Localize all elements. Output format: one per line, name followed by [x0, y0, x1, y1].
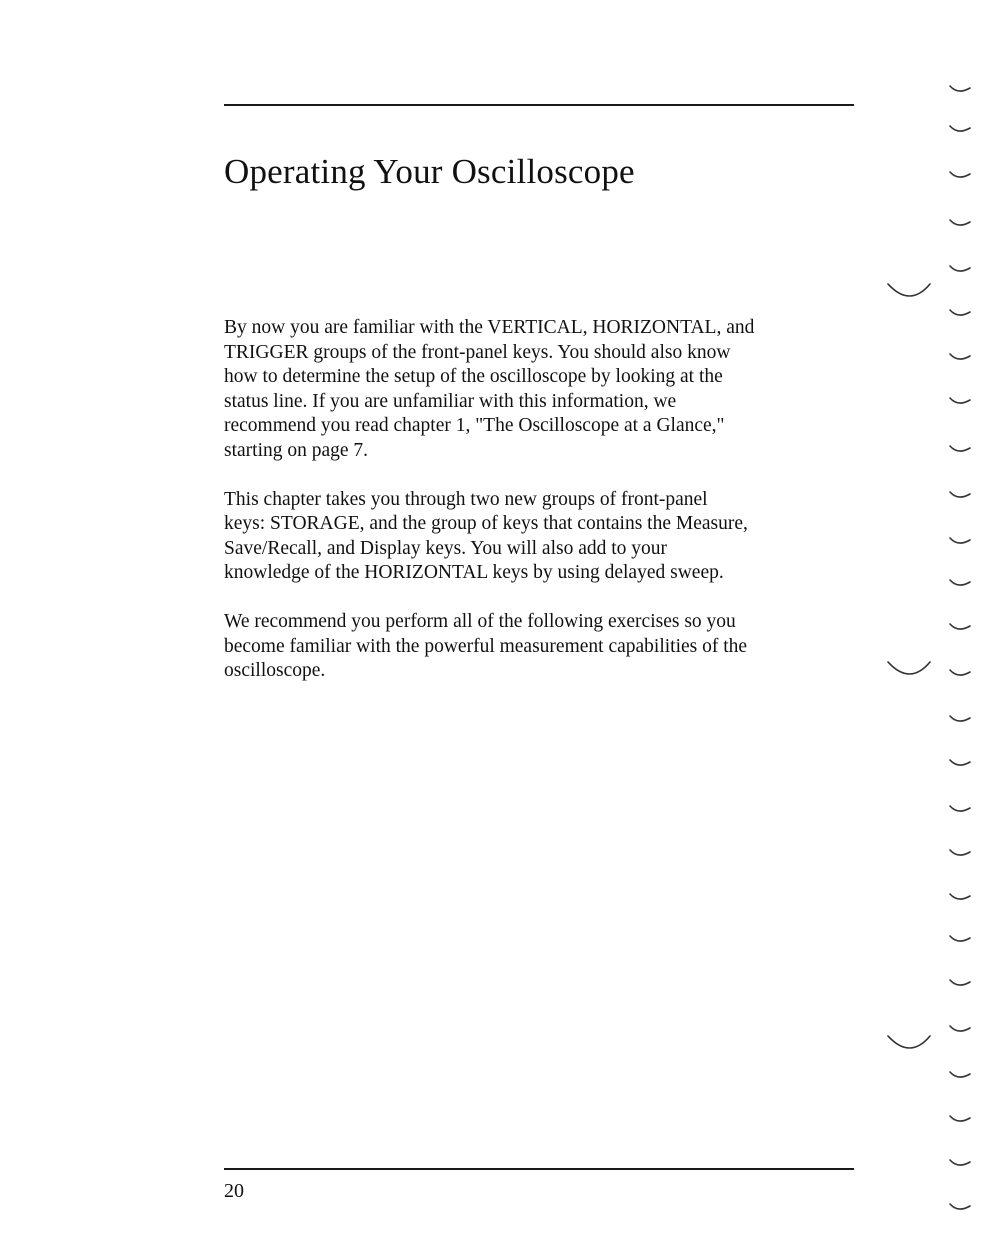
- text-line: TRIGGER groups of the front-panel keys. You should also know: [224, 341, 731, 363]
- text-line: This chapter takes you through two new groups of front-panel: [224, 488, 708, 510]
- binding-ring-mark: [888, 1036, 930, 1048]
- text-line: recommend you read chapter 1, "The Oscilloscope at a Glance,": [224, 415, 725, 436]
- binding-hole-mark: [950, 398, 970, 403]
- top-rule: [224, 104, 854, 106]
- page-number: 20: [224, 1180, 244, 1202]
- chapter-title: Operating Your Oscilloscope: [224, 152, 635, 191]
- binding-hole-mark: [950, 126, 970, 131]
- binding-hole-mark: [950, 850, 970, 855]
- binding-hole-mark: [950, 86, 970, 91]
- text-line: status line. If you are unfamiliar with this information, we: [224, 390, 677, 412]
- text-line: knowledge of the HORIZONTAL keys by using delayed sweep.: [224, 562, 724, 583]
- binding-hole-mark: [950, 492, 970, 497]
- binding-hole-mark: [950, 670, 970, 675]
- binding-hole-mark: [950, 806, 970, 811]
- paragraph-2: [224, 488, 864, 586]
- text-line: keys: STORAGE, and the group of keys that contains the Measure,: [224, 513, 748, 534]
- binding-hole-mark: [950, 446, 970, 451]
- paragraph-1: [224, 316, 864, 463]
- binding-hole-mark: [950, 310, 970, 315]
- binding-hole-mark: [950, 1204, 970, 1209]
- binding-hole-mark: [950, 1072, 970, 1077]
- binding-hole-mark: [950, 716, 970, 721]
- binding-hole-mark: [950, 624, 970, 629]
- text-line: We recommend you perform all of the following exercises so you: [224, 611, 736, 632]
- text-line: starting on page 7.: [224, 439, 369, 461]
- binding-hole-mark: [950, 936, 970, 941]
- binding-hole-mark: [950, 1116, 970, 1121]
- binding-hole-mark: [950, 894, 970, 899]
- bottom-rule: [224, 1168, 854, 1170]
- text-line: how to determine the setup of the oscilloscope by looking at the: [224, 366, 723, 387]
- text-line: oscilloscope.: [224, 660, 326, 681]
- binding-ring-mark: [888, 284, 930, 296]
- binding-ring-mark: [888, 662, 930, 674]
- binding-hole-mark: [950, 172, 970, 177]
- binding-hole-mark: [950, 266, 970, 271]
- binding-hole-mark: [950, 1160, 970, 1165]
- binding-hole-mark: [950, 354, 970, 359]
- binding-hole-mark: [950, 538, 970, 543]
- text-line: Save/Recall, and Display keys. You will also add to your: [224, 537, 668, 559]
- binding-hole-mark: [950, 220, 970, 225]
- binding-hole-mark: [950, 1026, 970, 1031]
- paragraph-3: [224, 610, 864, 684]
- binding-hole-mark: [950, 760, 970, 765]
- text-line: become familiar with the powerful measurement capabilities of the: [224, 635, 748, 657]
- binding-hole-mark: [950, 580, 970, 585]
- body-text: [224, 316, 864, 708]
- binding-hole-mark: [950, 980, 970, 985]
- text-line: By now you are familiar with the VERTICAL, HORIZONTAL, and: [224, 317, 755, 338]
